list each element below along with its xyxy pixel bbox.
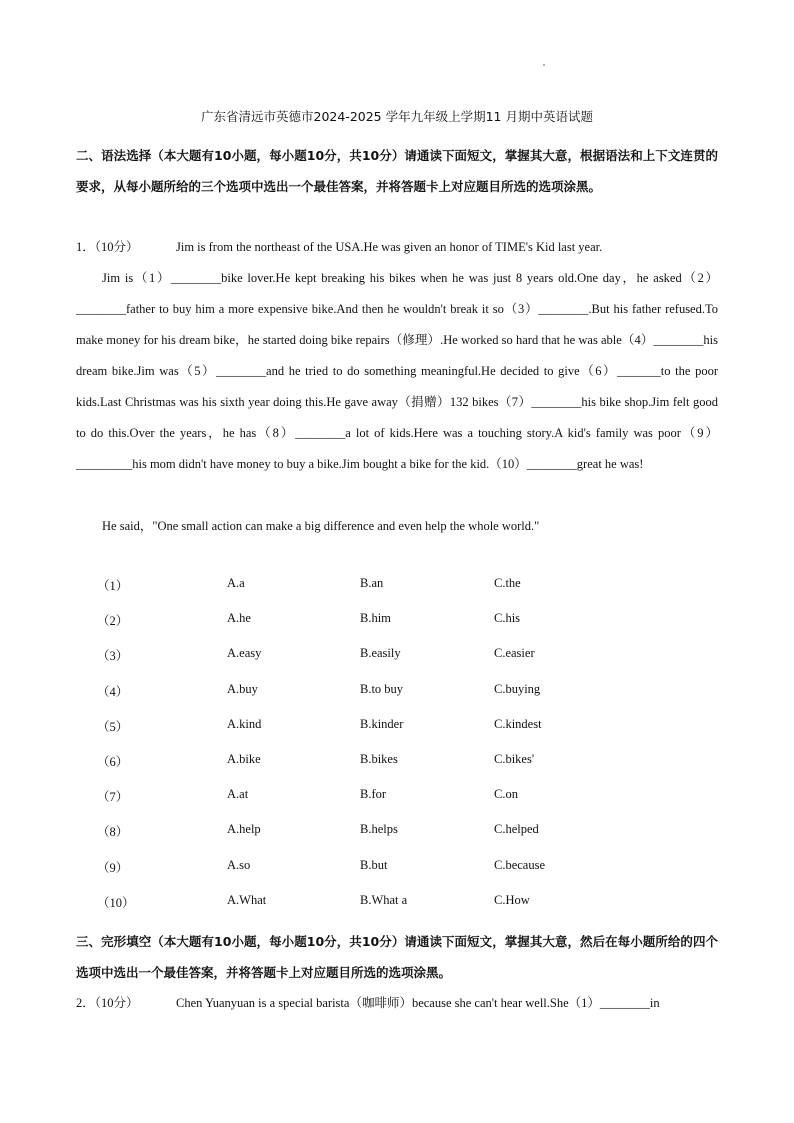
option-row-5 [97, 717, 697, 752]
option-b[interactable]: B.to buy [360, 681, 404, 696]
option-a[interactable]: A.buy [227, 681, 258, 696]
option-b[interactable]: B.kinder [360, 716, 404, 731]
document-title: 广东省清远市英德市2024-2025 学年九年级上学期11 月期中英语试题 [201, 109, 593, 124]
option-b[interactable]: B.for [360, 787, 387, 802]
option-number: （8） [97, 825, 129, 840]
option-number: （5） [97, 719, 129, 734]
option-a[interactable]: A.at [227, 787, 249, 802]
option-number: （9） [97, 860, 129, 875]
question1-number: 1．（10分） [76, 240, 139, 254]
option-row-8 [97, 822, 697, 857]
question2-intro: Chen Yuanyuan is a special barista（咖啡师）because she can't hear well.She（1）________in [176, 996, 660, 1010]
option-c[interactable]: C.helped [494, 822, 539, 837]
option-b[interactable]: B.him [360, 611, 391, 626]
option-b[interactable]: B.helps [360, 822, 398, 837]
question2-header [76, 988, 718, 1019]
option-b[interactable]: B.easily [360, 646, 401, 661]
option-row-7 [97, 787, 697, 822]
option-number: （6） [97, 754, 129, 769]
option-a[interactable]: A.What [227, 892, 267, 907]
option-number: （7） [97, 790, 129, 805]
option-c[interactable]: C.buying [494, 681, 541, 696]
option-c[interactable]: C.kindest [494, 716, 542, 731]
option-a[interactable]: A.kind [227, 716, 262, 731]
question1-options-table [97, 576, 697, 928]
option-row-10 [97, 893, 697, 928]
question1-passage: Jim is（1）________bike lover.He kept breaking his bikes when he was just 8 years old.One day，he asked（2）________father to buy him a more expensive bike.And then he wouldn't break it so（3）________.But his father refused.To make money for his dream bike，he started doing bike repairs（修理）.He worked so hard that he was able（4）________his dream bike.Jim was（5）________and he tried to do something meaningful.He decided to give（6）_______to the poor kids.Last Christmas was his sixth year doing this.He gave away（捐赠）132 bikes（7）________his bike shop.Jim felt good to do this.Over the years，he has（8）________a lot of kids.Here was a touching story.A kid's family was poor（9）_________his mom didn't have money to buy a bike.Jim bought a bike for the kid.（10）________great he was! [76, 271, 718, 471]
option-b[interactable]: B.bikes [360, 751, 398, 766]
option-c[interactable]: C.because [494, 857, 546, 872]
option-a[interactable]: A.bike [227, 751, 261, 766]
option-a[interactable]: A.easy [227, 646, 262, 661]
option-b[interactable]: B.What a [360, 892, 408, 907]
option-number: （2） [97, 614, 129, 629]
option-row-2 [97, 611, 697, 646]
option-c[interactable]: C.How [494, 892, 530, 907]
option-row-6 [97, 752, 697, 787]
option-number: （3） [97, 649, 129, 664]
option-row-1 [97, 576, 697, 611]
question1-header [76, 232, 718, 263]
option-a[interactable]: A.he [227, 611, 251, 626]
option-b[interactable]: B.but [360, 857, 388, 872]
option-a[interactable]: A.help [227, 822, 261, 837]
option-a[interactable]: A.a [227, 576, 245, 590]
option-row-3 [97, 646, 697, 681]
option-a[interactable]: A.so [227, 857, 251, 872]
option-number: （4） [97, 684, 129, 699]
question2-number: 2．（10分） [76, 996, 139, 1010]
option-row-4 [97, 682, 697, 717]
option-c[interactable]: C.bikes' [494, 751, 535, 766]
section3-heading: 三、完形填空（本大题有10小题，每小题10分，共10分）请通读下面短文，掌握其大意，然后在每小题所给的四个选项中选出一个最佳答案，并将答题卡上对应题目所选的选项涂黑。 [76, 934, 718, 980]
option-c[interactable]: C.the [494, 576, 521, 590]
option-c[interactable]: C.his [494, 611, 521, 626]
option-b[interactable]: B.an [360, 576, 384, 590]
page-dot [543, 64, 545, 66]
option-c[interactable]: C.on [494, 787, 518, 802]
question1-quote: He said，"One small action can make a big difference and even help the whole world." [102, 519, 540, 533]
question1-intro: Jim is from the northeast of the USA.He was given an honor of TIME's Kid last year. [176, 240, 603, 254]
section2-heading: 二、语法选择（本大题有10小题，每小题10分，共10分）请通读下面短文，掌握其大意，根据语法和上下文连贯的要求，从每小题所给的三个选项中选出一个最佳答案，并将答题卡上对应题目所选的选项涂黑。 [76, 148, 718, 194]
option-c[interactable]: C.easier [494, 646, 535, 661]
option-row-9 [97, 858, 697, 893]
option-number: （1） [97, 579, 129, 593]
option-number: （10） [97, 895, 135, 910]
